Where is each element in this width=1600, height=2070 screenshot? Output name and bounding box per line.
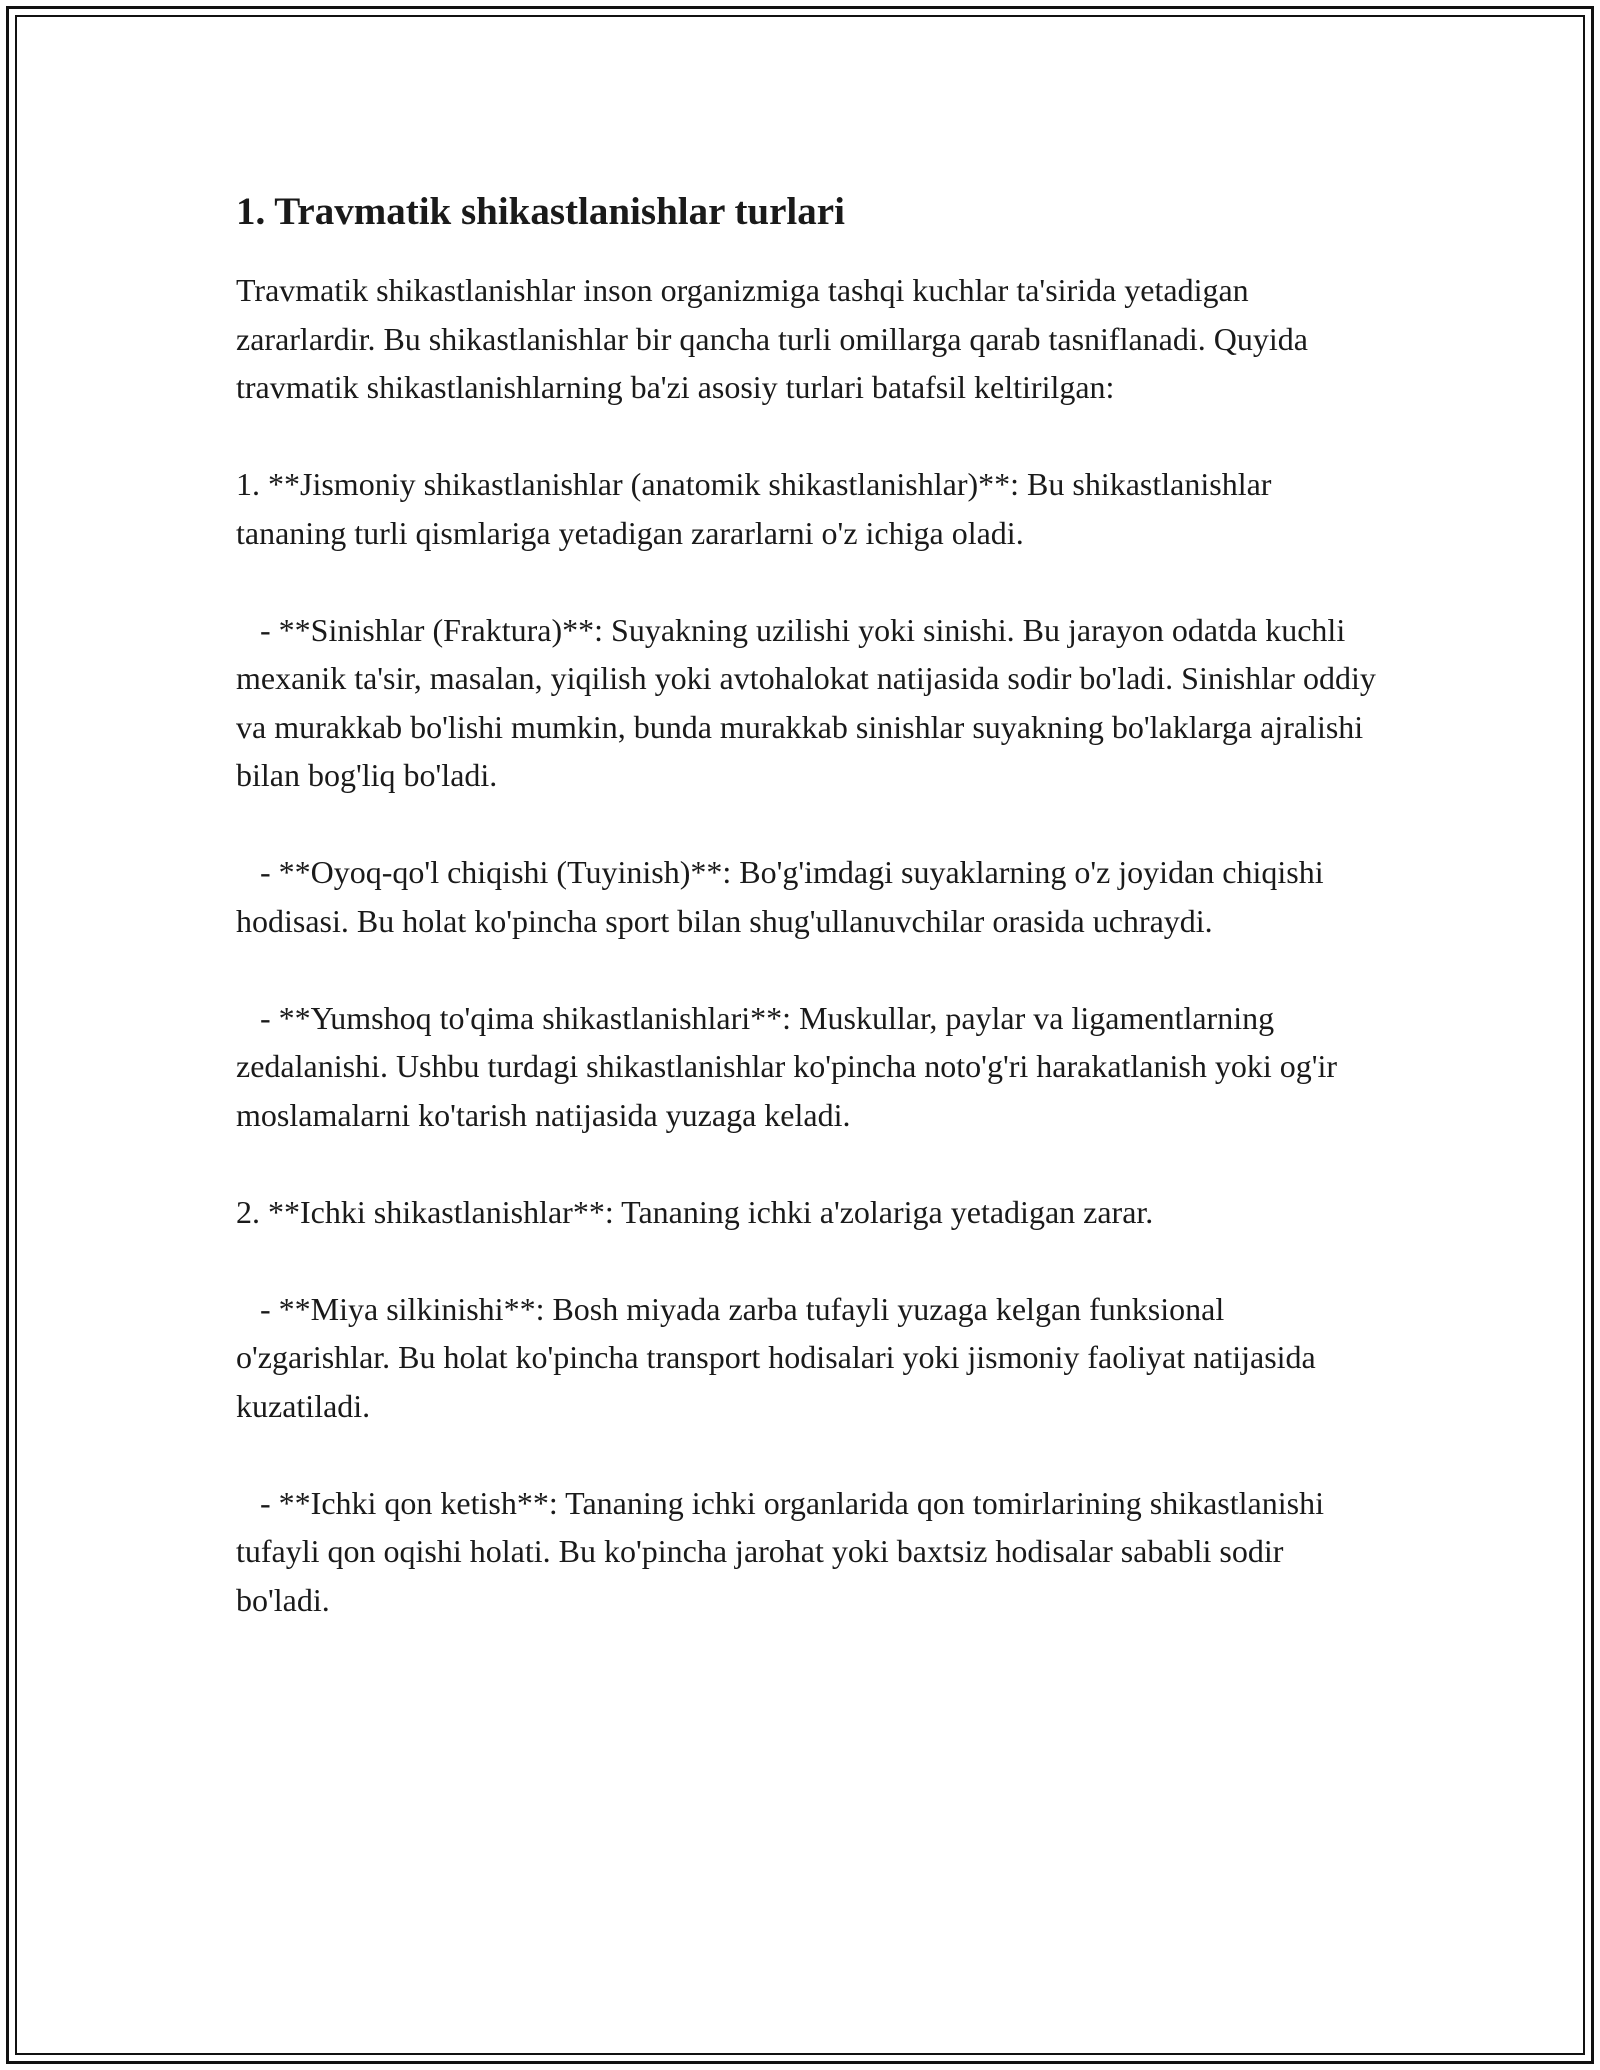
sub-item-soft-tissue: - **Yumshoq to'qima shikastlanishlari**: Muskullar, paylar va ligamentlarning zedalanishi. Ushbu turdagi shikastlanishlar ko'pincha noto'g'ri harakatlanish yoki og'ir moslamalarni ko'tarish natijasida yuzaga keladi. — [236, 999, 1346, 1133]
document-title: 1. Travmatik shikastlanishlar turlari — [236, 190, 845, 233]
list-item-internal-injuries: 2. **Ichki shikastlanishlar**: Tananing ichki a'zolariga yetadigan zarar. — [236, 1193, 1154, 1230]
intro-paragraph: Travmatik shikastlanishlar inson organizmiga tashqi kuchlar ta'sirida yetadigan zararlardir. Bu shikastlanishlar bir qancha turli omillarga qarab tasniflanadi. Quyida travmatik shikastlanishlarning ba'zi asosiy turlari batafsil keltirilgan: — [236, 272, 1316, 405]
document-body — [236, 186, 1384, 1673]
sub-item-fractures: - **Sinishlar (Fraktura)**: Suyakning uzilishi yoki sinishi. Bu jarayon odatda kuchli mexanik ta'sir, masalan, yiqilish yoki avtohalokat natijasida sodir bo'ladi. Sinishlar oddiy va murakkab bo'lishi mumkin, bunda murakkab sinishlar suyakning bo'laklarga ajralishi bilan bog'liq bo'ladi. — [236, 611, 1384, 793]
list-item-physical-injuries: 1. **Jismoniy shikastlanishlar (anatomik shikastlanishlar)**: Bu shikastlanishlar tananing turli qismlariga yetadigan zararlarni o'z ichiga oladi. — [236, 466, 1280, 551]
sub-item-internal-bleeding: - **Ichki qon ketish**: Tananing ichki organlarida qon tomirlarining shikastlanishi tufayli qon oqishi holati. Bu ko'pincha jarohat yoki baxtsiz hodisalar sababli sodir bo'ladi. — [236, 1484, 1332, 1618]
sub-item-dislocation: - **Oyoq-qo'l chiqishi (Tuyinish)**: Bo'g'imdagi suyaklarning o'z joyidan chiqishi hodisasi. Bu holat ko'pincha sport bilan shug'ullanuvchilar orasida uchraydi. — [236, 854, 1332, 939]
sub-item-concussion: - **Miya silkinishi**: Bosh miyada zarba tufayli yuzaga kelgan funksional o'zgarishlar. Bu holat ko'pincha transport hodisalari yoki jismoniy faoliyat natijasida kuzatiladi. — [236, 1290, 1324, 1424]
